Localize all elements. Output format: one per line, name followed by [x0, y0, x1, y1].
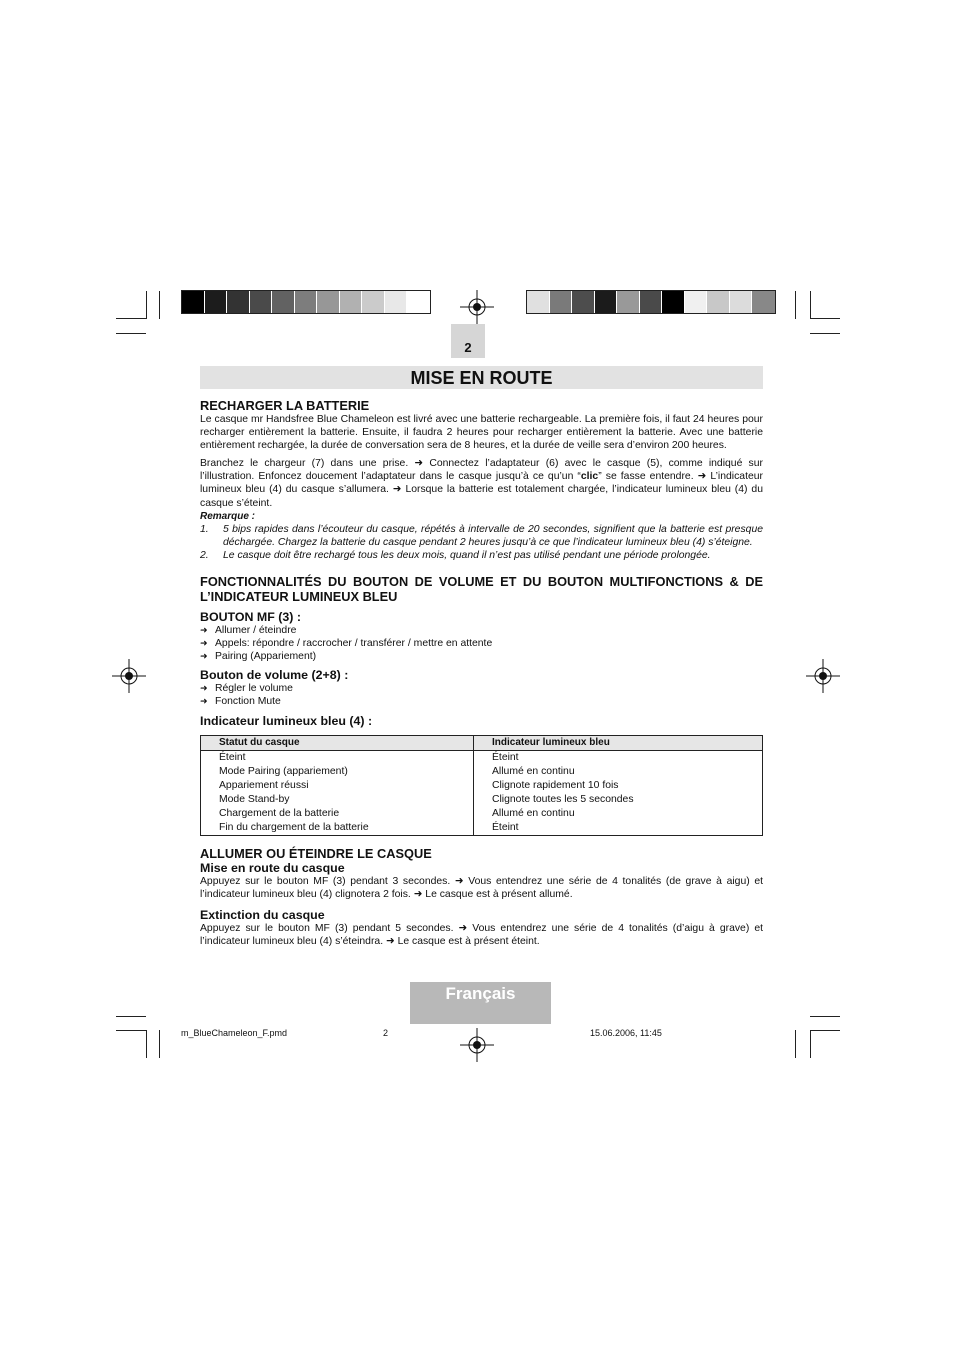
- list-item: [200, 624, 763, 637]
- table-cell-led: Allumé en continu: [474, 765, 763, 779]
- arrow-icon: ➜: [200, 625, 208, 636]
- main-content: [200, 396, 763, 948]
- table-cell-status: Fin du chargement de la batterie: [201, 821, 474, 836]
- remark-item: [200, 549, 763, 562]
- table-row: [201, 821, 763, 836]
- paragraph: Appuyez sur le bouton MF (3) pendant 3 secondes. ➜ Vous entendrez une série de 4 tonalités (de grave à aigu) et l’indicateur lumineux bleu (4) clignotera 2 fois. ➜ Le casque est à présent allumé.: [200, 875, 763, 900]
- table-cell-led: Éteint: [474, 750, 763, 765]
- paragraph: Appuyez sur le bouton MF (3) pendant 5 secondes. ➜ Vous entendrez une série de 4 tonalités (d’aigu à grave) et l’indicateur lumineux bleu (4) s’éteindra. ➜ Le casque est à présent éteint.: [200, 922, 763, 947]
- color-swatch: [340, 291, 363, 313]
- subheading-mf-button: BOUTON MF (3) :: [200, 610, 301, 625]
- language-tab: Français: [410, 982, 551, 1024]
- crop-mark: [795, 1030, 796, 1058]
- remark-title: Remarque :: [200, 510, 256, 522]
- arrow-icon: ➜: [200, 651, 208, 662]
- crop-mark: [810, 291, 811, 319]
- table-cell-status: Mode Pairing (appariement): [201, 765, 474, 779]
- list-item: [200, 695, 763, 708]
- page-number-tab: 2: [451, 324, 485, 358]
- list-item: [200, 637, 763, 650]
- subheading-power-on: Mise en route du casque: [200, 860, 345, 875]
- color-swatch: [730, 291, 753, 313]
- registration-mark-icon: [112, 659, 146, 693]
- crop-mark: [795, 291, 796, 319]
- color-calibration-bar-left: [181, 290, 431, 314]
- list-item-label: Fonction Mute: [215, 696, 281, 708]
- color-swatch: [295, 291, 318, 313]
- list-item-label: Pairing (Appariement): [215, 651, 317, 663]
- color-swatch: [250, 291, 273, 313]
- paragraph: Le casque mr Handsfree Blue Chameleon est livré avec une batterie rechargeable. La première fois, il faut 24 heures pour recharger entièrement la batterie. Ensuite, il faudra 2 heures pour recharger entièrement la batterie. Avec une batterie entièrement rechargée, la durée de conversation sera de 8 heures, et la durée de veille sera d’environ 200 heures.: [200, 414, 763, 452]
- table-header: Indicateur lumineux bleu: [474, 735, 763, 750]
- table-cell-status: Mode Stand-by: [201, 793, 474, 807]
- table-cell-status: Appariement réussi: [201, 779, 474, 793]
- list-item-label: Appels: répondre / raccrocher / transférer / mettre en attente: [215, 638, 493, 650]
- list-item: [200, 650, 763, 663]
- color-swatch: [752, 291, 775, 313]
- table-cell-status: Éteint: [201, 750, 474, 765]
- color-swatch: [407, 291, 430, 313]
- footer-date: 15.06.2006, 11:45: [590, 1028, 662, 1038]
- section-heading-buttons: FONCTIONNALITÉS DU BOUTON DE VOLUME ET DU BOUTON MULTIFONCTIONS & DE L’INDICATEUR LUMINEUX BLEU: [200, 574, 763, 605]
- remark-number: 2.: [200, 549, 209, 561]
- color-swatch: [227, 291, 250, 313]
- table-cell-status: Chargement de la batterie: [201, 807, 474, 821]
- registration-mark-icon: [806, 659, 840, 693]
- table-row: [201, 793, 763, 807]
- section-heading-battery: RECHARGER LA BATTERIE: [200, 398, 370, 413]
- mf-button-list: [200, 624, 763, 663]
- crop-mark: [116, 318, 146, 319]
- remark-number: 1.: [200, 523, 209, 535]
- remark-item: [200, 523, 763, 549]
- arrow-icon: ➜: [200, 696, 208, 707]
- table-header: Statut du casque: [201, 735, 474, 750]
- color-swatch: [527, 291, 550, 313]
- crop-mark: [116, 1030, 146, 1031]
- subheading-volume-button: Bouton de volume (2+8) :: [200, 668, 349, 683]
- registration-mark-icon: [460, 290, 494, 324]
- color-swatch: [595, 291, 618, 313]
- table-cell-led: Éteint: [474, 821, 763, 836]
- crop-mark: [159, 1030, 160, 1058]
- color-swatch: [205, 291, 228, 313]
- color-swatch: [272, 291, 295, 313]
- volume-button-list: [200, 682, 763, 708]
- crop-mark: [116, 1016, 146, 1017]
- table-cell-led: Clignote toutes les 5 secondes: [474, 793, 763, 807]
- led-status-table: [200, 735, 763, 836]
- page-title: MISE EN ROUTE: [200, 366, 763, 389]
- arrow-icon: ➜: [200, 683, 208, 694]
- crop-mark: [810, 318, 840, 319]
- crop-mark: [810, 1030, 811, 1058]
- table-row: [201, 750, 763, 765]
- table-row: [201, 779, 763, 793]
- crop-mark: [810, 1030, 840, 1031]
- color-swatch: [662, 291, 685, 313]
- table-cell-led: Clignote rapidement 10 fois: [474, 779, 763, 793]
- crop-mark: [159, 291, 160, 319]
- registration-mark-icon: [460, 1028, 494, 1062]
- list-item-label: Allumer / éteindre: [215, 625, 297, 637]
- table-cell-led: Allumé en continu: [474, 807, 763, 821]
- color-calibration-bar-right: [526, 290, 776, 314]
- section-heading-onoff: ALLUMER OU ÉTEINDRE LE CASQUE: [200, 845, 432, 861]
- subheading-power-off: Extinction du casque: [200, 907, 325, 922]
- color-swatch: [685, 291, 708, 313]
- paragraph: Branchez le chargeur (7) dans une prise. ➜ Connectez l’adaptateur (6) avec le casque (5), comme indiqué sur l’illustration. Enfoncez doucement l’adaptateur dans le casque jusqu’à ce qu’un “clic” se fasse entendre. ➜ L’indicateur lumineux bleu (4) du casque s’allumera. ➜ Lorsque la batterie est totalement chargée, l’indicateur lumineux bleu (4) du casque s’éteint.: [200, 458, 763, 509]
- remark-list: [200, 523, 763, 562]
- remark-text: 5 bips rapides dans l’écouteur du casque, répétés à intervalle de 20 secondes, signifient que la batterie est presque déchargée. Chargez la batterie du casque pendant 2 heures jusqu’à ce que l’indicateur lumineux bleu (4) s’éteigne.: [223, 523, 763, 548]
- footer-page: 2: [383, 1028, 389, 1038]
- footer-filename: m_BlueChameleon_F.pmd: [181, 1028, 288, 1038]
- crop-mark: [116, 333, 146, 334]
- crop-mark: [146, 1030, 147, 1058]
- arrow-icon: ➜: [200, 638, 208, 649]
- subheading-led: Indicateur lumineux bleu (4) :: [200, 713, 373, 728]
- list-item: [200, 682, 763, 695]
- color-swatch: [572, 291, 595, 313]
- remark-text: Le casque doit être rechargé tous les deux mois, quand il n’est pas utilisé pendant une période prolongée.: [223, 549, 711, 561]
- color-swatch: [362, 291, 385, 313]
- crop-mark: [810, 333, 840, 334]
- list-item-label: Régler le volume: [215, 683, 293, 695]
- color-swatch: [617, 291, 640, 313]
- color-swatch: [385, 291, 408, 313]
- crop-mark: [810, 1016, 840, 1017]
- color-swatch: [317, 291, 340, 313]
- color-swatch: [707, 291, 730, 313]
- color-swatch: [550, 291, 573, 313]
- color-swatch: [640, 291, 663, 313]
- crop-mark: [146, 291, 147, 319]
- color-swatch: [182, 291, 205, 313]
- table-row: [201, 765, 763, 779]
- table-row: [201, 807, 763, 821]
